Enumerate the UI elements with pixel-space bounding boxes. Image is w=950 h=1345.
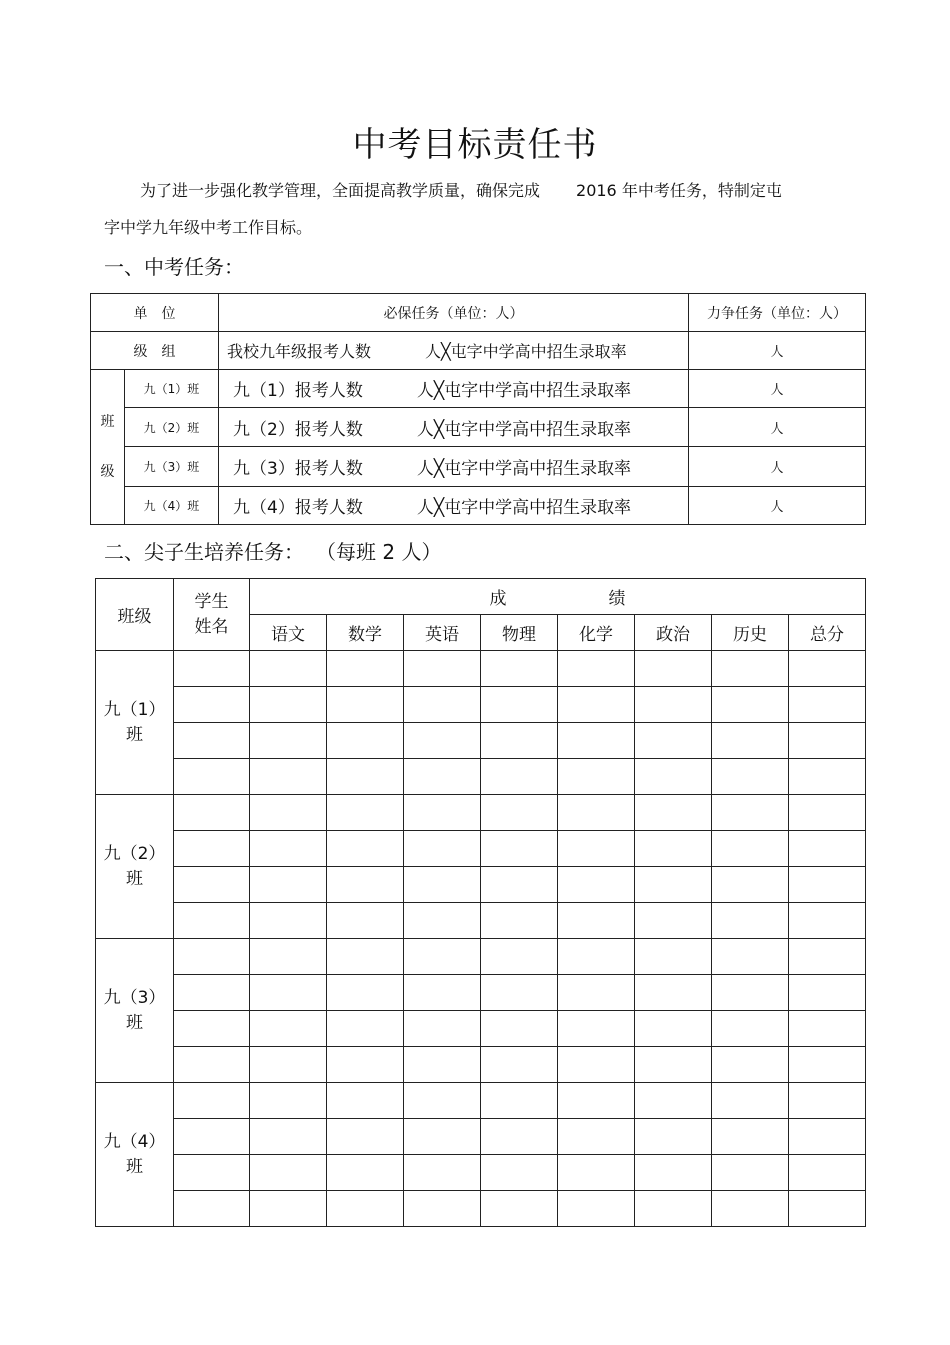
score-cell[interactable] xyxy=(327,687,404,723)
score-cell[interactable] xyxy=(327,795,404,831)
score-cell[interactable] xyxy=(635,1155,712,1191)
score-cell[interactable] xyxy=(481,939,558,975)
score-cell[interactable] xyxy=(404,759,481,795)
score-cell[interactable] xyxy=(558,1119,635,1155)
score-cell[interactable] xyxy=(327,1119,404,1155)
class-strive: 人 xyxy=(689,370,866,408)
score-cell[interactable] xyxy=(250,687,327,723)
score-cell[interactable] xyxy=(327,939,404,975)
class-label-line1: 九（3） xyxy=(103,987,166,1008)
class-strive: 人 xyxy=(689,487,866,525)
score-cell[interactable] xyxy=(250,759,327,795)
class-label-line1: 九（4） xyxy=(103,1131,166,1152)
student-name-cell[interactable] xyxy=(174,1083,250,1119)
score-cell[interactable] xyxy=(712,1011,789,1047)
score-row xyxy=(96,903,866,939)
header-class: 班级 xyxy=(96,579,174,651)
score-cell[interactable] xyxy=(327,651,404,687)
class-label-line2: 班 xyxy=(126,868,143,889)
class-task-b: 人╳屯字中学高中招生录取率 xyxy=(416,419,632,440)
class-group-label xyxy=(91,370,125,525)
header-student-name xyxy=(174,579,250,651)
intro-paragraph xyxy=(104,172,864,246)
class-task xyxy=(219,447,689,487)
grade-task-b: 人╳屯字中学高中招生录取率 xyxy=(425,342,627,361)
score-cell[interactable] xyxy=(558,831,635,867)
score-row xyxy=(96,687,866,723)
subject-header: 政治 xyxy=(635,615,712,651)
score-cell[interactable] xyxy=(635,1083,712,1119)
score-cell[interactable] xyxy=(635,723,712,759)
student-name-cell[interactable] xyxy=(174,1155,250,1191)
class-label-line2: 班 xyxy=(126,724,143,745)
class-strive: 人 xyxy=(689,408,866,447)
class-label-line1: 九（2） xyxy=(103,843,166,864)
score-cell[interactable] xyxy=(327,723,404,759)
class-task-b: 人╳屯字中学高中招生录取率 xyxy=(416,381,632,401)
score-cell[interactable] xyxy=(481,1047,558,1083)
score-cell[interactable] xyxy=(558,1047,635,1083)
score-cell[interactable] xyxy=(635,651,712,687)
subject-header: 物理 xyxy=(481,615,558,651)
score-cell[interactable] xyxy=(481,1119,558,1155)
score-row xyxy=(96,1191,866,1227)
score-cell[interactable] xyxy=(789,975,866,1011)
score-row xyxy=(96,759,866,795)
score-row xyxy=(96,723,866,759)
score-cell[interactable] xyxy=(712,723,789,759)
score-cell[interactable] xyxy=(635,1191,712,1227)
class-name: 九（2）班 xyxy=(125,408,219,447)
class-name: 九（3）班 xyxy=(125,447,219,487)
score-cell[interactable] xyxy=(558,939,635,975)
score-row xyxy=(96,975,866,1011)
score-cell[interactable] xyxy=(250,939,327,975)
score-cell[interactable] xyxy=(712,903,789,939)
class-name: 九（4）班 xyxy=(125,487,219,525)
score-cell[interactable] xyxy=(789,1083,866,1119)
score-cell[interactable] xyxy=(404,975,481,1011)
score-cell[interactable] xyxy=(558,651,635,687)
score-cell[interactable] xyxy=(712,1047,789,1083)
subject-header: 英语 xyxy=(404,615,481,651)
score-cell[interactable] xyxy=(635,759,712,795)
score-cell[interactable] xyxy=(327,1047,404,1083)
score-cell[interactable] xyxy=(789,831,866,867)
subject-header: 化学 xyxy=(558,615,635,651)
score-cell[interactable] xyxy=(250,795,327,831)
score-cell[interactable] xyxy=(250,903,327,939)
score-cell[interactable] xyxy=(789,723,866,759)
score-cell[interactable] xyxy=(250,831,327,867)
class-task-b: 人╳屯字中学高中招生录取率 xyxy=(416,459,632,479)
class-group-char2: 级 xyxy=(100,464,115,480)
score-row xyxy=(96,1155,866,1191)
score-cell[interactable] xyxy=(558,1155,635,1191)
score-cell[interactable] xyxy=(481,867,558,903)
score-cell[interactable] xyxy=(250,1119,327,1155)
class-strive: 人 xyxy=(689,447,866,487)
score-cell[interactable] xyxy=(558,795,635,831)
score-cell[interactable] xyxy=(481,1011,558,1047)
score-cell[interactable] xyxy=(481,975,558,1011)
score-cell[interactable] xyxy=(712,975,789,1011)
header-strive: 力争任务（单位：人） xyxy=(689,294,866,332)
subject-header: 总分 xyxy=(789,615,866,651)
score-cell[interactable] xyxy=(558,1191,635,1227)
header-name-line1: 学生 xyxy=(194,591,229,612)
score-cell[interactable] xyxy=(327,831,404,867)
score-cell[interactable] xyxy=(404,1155,481,1191)
score-row xyxy=(96,831,866,867)
subject-header: 历史 xyxy=(712,615,789,651)
class-task-b: 人╳屯字中学高中招生录取率 xyxy=(416,498,632,518)
score-cell[interactable] xyxy=(635,939,712,975)
student-name-cell[interactable] xyxy=(174,867,250,903)
student-name-cell[interactable] xyxy=(174,795,250,831)
score-cell[interactable] xyxy=(558,1083,635,1119)
score-cell[interactable] xyxy=(481,1191,558,1227)
score-cell[interactable] xyxy=(250,651,327,687)
score-cell[interactable] xyxy=(635,1119,712,1155)
score-cell[interactable] xyxy=(481,903,558,939)
score-cell[interactable] xyxy=(635,687,712,723)
class-label-line1: 九（1） xyxy=(103,699,166,720)
score-cell[interactable] xyxy=(250,1191,327,1227)
section2-note: （每班 2 人） xyxy=(326,540,442,564)
class-task-a: 九（2）报考人数 xyxy=(233,419,363,440)
score-cell[interactable] xyxy=(635,1047,712,1083)
score-cell[interactable] xyxy=(327,975,404,1011)
document-title: 中考目标责任书 xyxy=(352,125,598,165)
class-label xyxy=(96,651,174,795)
score-row xyxy=(96,651,866,687)
score-cell[interactable] xyxy=(404,795,481,831)
score-cell[interactable] xyxy=(327,1083,404,1119)
class-group-char1: 班 xyxy=(100,414,115,430)
header-name-line2: 姓名 xyxy=(194,616,229,637)
student-name-cell[interactable] xyxy=(174,723,250,759)
score-cell[interactable] xyxy=(712,651,789,687)
intro-part2: 2016 年中考任务，特制定屯 xyxy=(576,181,782,200)
section2-title: 二、尖子生培养任务： xyxy=(104,540,304,564)
student-name-cell[interactable] xyxy=(174,831,250,867)
score-cell[interactable] xyxy=(404,1083,481,1119)
score-row xyxy=(96,795,866,831)
score-cell[interactable] xyxy=(250,723,327,759)
score-cell[interactable] xyxy=(712,1083,789,1119)
score-row xyxy=(96,1011,866,1047)
score-cell[interactable] xyxy=(558,687,635,723)
class-task-a: 九（3）报考人数 xyxy=(233,459,363,479)
score-cell[interactable] xyxy=(327,867,404,903)
score-cell[interactable] xyxy=(250,1083,327,1119)
score-row xyxy=(96,939,866,975)
score-cell[interactable] xyxy=(789,687,866,723)
score-cell[interactable] xyxy=(789,1011,866,1047)
score-cell[interactable] xyxy=(789,903,866,939)
subject-header: 数学 xyxy=(327,615,404,651)
score-cell[interactable] xyxy=(327,759,404,795)
score-cell[interactable] xyxy=(558,723,635,759)
class-label xyxy=(96,1083,174,1227)
score-cell[interactable] xyxy=(404,939,481,975)
score-cell[interactable] xyxy=(635,975,712,1011)
student-name-cell[interactable] xyxy=(174,651,250,687)
score-cell[interactable] xyxy=(635,1011,712,1047)
grade-task xyxy=(219,332,689,370)
score-cell[interactable] xyxy=(558,903,635,939)
score-cell[interactable] xyxy=(250,975,327,1011)
score-cell[interactable] xyxy=(481,1083,558,1119)
header-scores: 成 绩 xyxy=(250,579,866,615)
score-cell[interactable] xyxy=(712,1191,789,1227)
score-cell[interactable] xyxy=(558,975,635,1011)
class-task xyxy=(219,487,689,525)
score-cell[interactable] xyxy=(789,1155,866,1191)
score-cell[interactable] xyxy=(481,723,558,759)
student-name-cell[interactable] xyxy=(174,759,250,795)
student-name-cell[interactable] xyxy=(174,1191,250,1227)
class-task xyxy=(219,370,689,408)
score-cell[interactable] xyxy=(481,687,558,723)
score-cell[interactable] xyxy=(250,1011,327,1047)
intro-part3: 字中学九年级中考工作目标。 xyxy=(104,218,313,237)
exam-task-table xyxy=(90,293,866,525)
score-cell[interactable] xyxy=(481,795,558,831)
grade-task-a: 我校九年级报考人数 xyxy=(227,342,372,361)
header-unit: 单 位 xyxy=(91,294,219,332)
class-name: 九（1）班 xyxy=(125,370,219,408)
score-cell[interactable] xyxy=(404,1047,481,1083)
score-cell[interactable] xyxy=(481,831,558,867)
score-cell[interactable] xyxy=(635,831,712,867)
student-name-cell[interactable] xyxy=(174,687,250,723)
score-row xyxy=(96,867,866,903)
score-row xyxy=(96,1119,866,1155)
score-cell[interactable] xyxy=(404,723,481,759)
class-label xyxy=(96,939,174,1083)
score-cell[interactable] xyxy=(789,939,866,975)
score-cell[interactable] xyxy=(404,903,481,939)
class-task-a: 九（4）报考人数 xyxy=(233,498,363,518)
score-cell[interactable] xyxy=(789,1047,866,1083)
score-cell[interactable] xyxy=(712,939,789,975)
score-cell[interactable] xyxy=(558,759,635,795)
top-student-table xyxy=(95,578,866,1227)
score-cell[interactable] xyxy=(558,867,635,903)
score-cell[interactable] xyxy=(789,1119,866,1155)
student-name-cell[interactable] xyxy=(174,939,250,975)
score-cell[interactable] xyxy=(789,759,866,795)
score-cell[interactable] xyxy=(404,1191,481,1227)
score-cell[interactable] xyxy=(789,651,866,687)
score-row xyxy=(96,1083,866,1119)
class-label xyxy=(96,795,174,939)
score-cell[interactable] xyxy=(250,1047,327,1083)
score-cell[interactable] xyxy=(404,1011,481,1047)
score-cell[interactable] xyxy=(712,831,789,867)
student-name-cell[interactable] xyxy=(174,975,250,1011)
score-cell[interactable] xyxy=(481,1155,558,1191)
score-cell[interactable] xyxy=(635,867,712,903)
class-label-line2: 班 xyxy=(126,1156,143,1177)
student-name-cell[interactable] xyxy=(174,1119,250,1155)
score-cell[interactable] xyxy=(635,903,712,939)
score-cell[interactable] xyxy=(404,687,481,723)
score-cell[interactable] xyxy=(712,1119,789,1155)
grade-label: 级 组 xyxy=(91,332,219,370)
score-cell[interactable] xyxy=(327,903,404,939)
score-cell[interactable] xyxy=(712,687,789,723)
subject-header: 语文 xyxy=(250,615,327,651)
section1-heading: 一、中考任务： xyxy=(104,255,244,279)
intro-part1: 为了进一步强化教学管理，全面提高教学质量，确保完成 xyxy=(140,181,541,200)
score-cell[interactable] xyxy=(481,651,558,687)
score-cell[interactable] xyxy=(404,651,481,687)
student-name-cell[interactable] xyxy=(174,903,250,939)
class-task-a: 九（1）报考人数 xyxy=(233,381,363,401)
score-cell[interactable] xyxy=(404,867,481,903)
section2-heading xyxy=(104,538,441,566)
score-cell[interactable] xyxy=(250,867,327,903)
class-task xyxy=(219,408,689,447)
score-cell[interactable] xyxy=(327,1011,404,1047)
score-cell[interactable] xyxy=(789,867,866,903)
score-cell[interactable] xyxy=(712,759,789,795)
score-cell[interactable] xyxy=(789,1191,866,1227)
header-required: 必保任务（单位：人） xyxy=(219,294,689,332)
score-cell[interactable] xyxy=(712,1155,789,1191)
score-cell[interactable] xyxy=(712,867,789,903)
score-cell[interactable] xyxy=(327,1155,404,1191)
score-cell[interactable] xyxy=(712,795,789,831)
score-cell[interactable] xyxy=(327,1191,404,1227)
grade-strive: 人 xyxy=(689,332,866,370)
student-name-cell[interactable] xyxy=(174,1047,250,1083)
score-cell[interactable] xyxy=(558,1011,635,1047)
score-cell[interactable] xyxy=(404,831,481,867)
score-cell[interactable] xyxy=(404,1119,481,1155)
score-cell[interactable] xyxy=(789,795,866,831)
score-row xyxy=(96,1047,866,1083)
score-cell[interactable] xyxy=(250,1155,327,1191)
score-cell[interactable] xyxy=(635,795,712,831)
score-cell[interactable] xyxy=(481,759,558,795)
student-name-cell[interactable] xyxy=(174,1011,250,1047)
class-label-line2: 班 xyxy=(126,1012,143,1033)
